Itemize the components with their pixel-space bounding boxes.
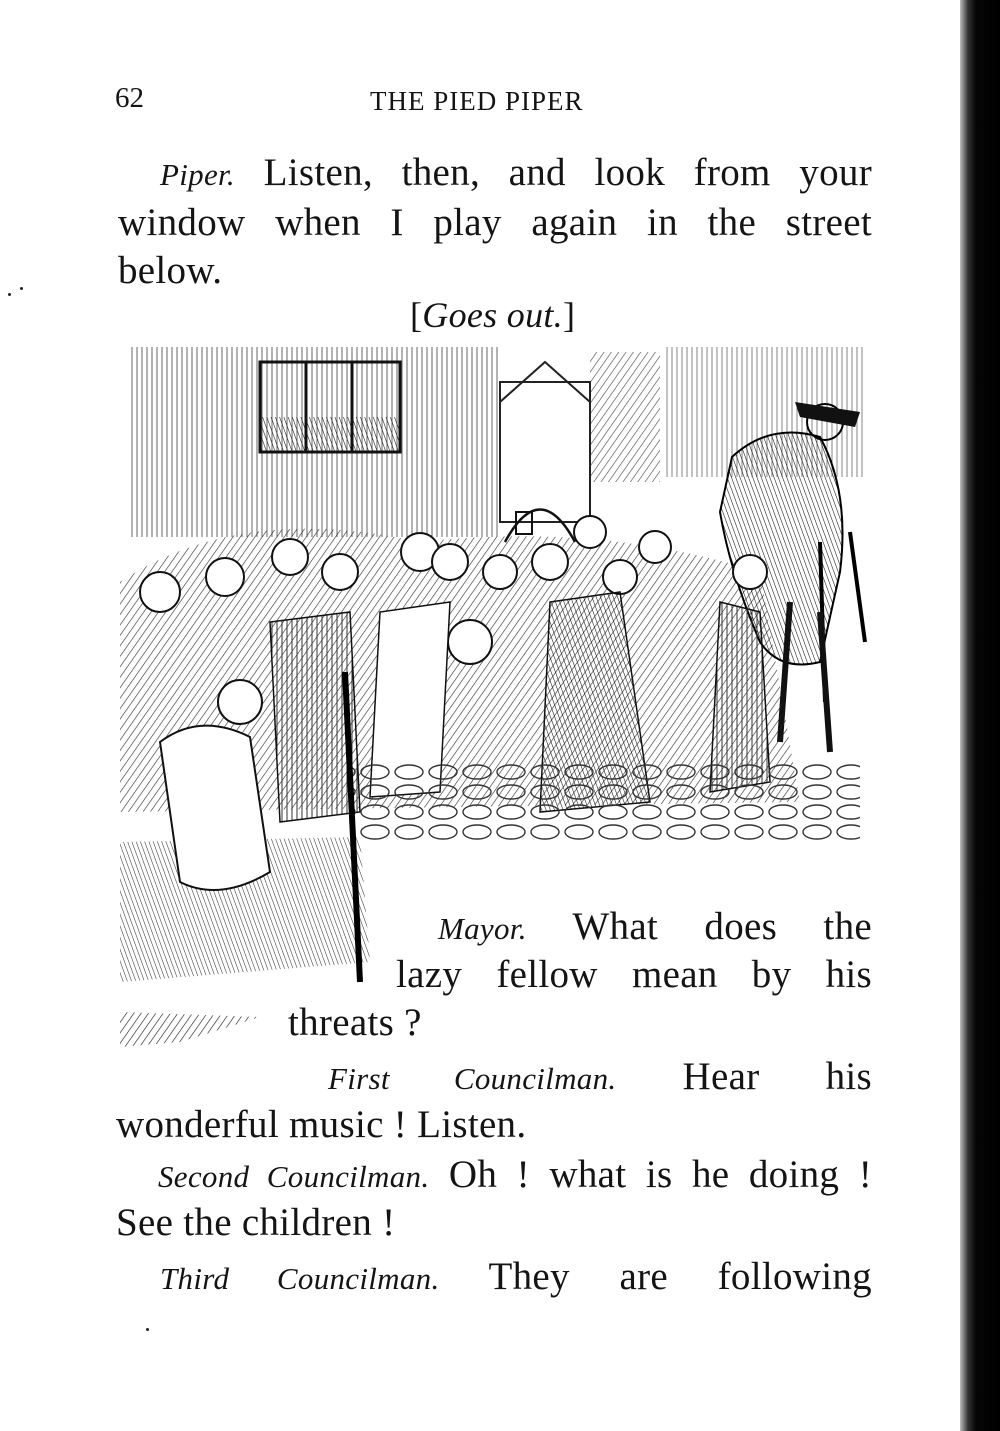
scan-speck (8, 293, 11, 296)
speaker-second-councilman: Second Councilman. (158, 1159, 430, 1194)
paragraph-first-councilman-line-1 (328, 1054, 872, 1099)
stage-direction-text: Goes out. (422, 295, 563, 335)
speaker-piper: Piper. (160, 157, 235, 192)
paragraph-mayor-line-3: threats ? (288, 1001, 422, 1044)
speaker-third-councilman: Third Councilman. (160, 1261, 440, 1296)
paragraph-second-councilman-line-1 (158, 1152, 872, 1197)
dialogue-text: Hear his (682, 1055, 872, 1098)
page-number: 62 (115, 82, 144, 114)
dialogue-text: Oh ! what is he doing ! (448, 1153, 872, 1196)
paragraph-first-councilman-line-2: wonderful music ! Listen. (116, 1103, 527, 1146)
paragraph-piper-line-3: below. (118, 249, 223, 292)
cobbled-street (350, 762, 860, 842)
paragraph-piper-line-1 (160, 150, 872, 195)
bracket-open: [ (410, 295, 423, 335)
dialogue-text: Listen, then, and look from your (263, 151, 872, 194)
speaker-first-councilman: First Councilman. (328, 1061, 617, 1096)
dialogue-text: What does the (572, 905, 872, 948)
stage-direction (410, 294, 575, 336)
scan-speck (146, 1328, 149, 1331)
paragraph-mayor-line-2: lazy fellow mean by his (396, 953, 872, 996)
paragraph-piper-line-2: window when I play again in the street (118, 201, 872, 244)
paragraph-second-councilman-line-2: See the children ! (116, 1201, 396, 1244)
running-head: THE PIED PIPER (370, 86, 584, 116)
paragraph-mayor-line-1 (438, 904, 872, 949)
bracket-close: ] (563, 295, 576, 335)
scanned-page-edge (960, 0, 1000, 1431)
paragraph-third-councilman-line-1 (160, 1254, 872, 1299)
scan-speck (20, 287, 23, 290)
speaker-mayor: Mayor. (438, 911, 527, 946)
dialogue-text: They are following (488, 1255, 872, 1298)
